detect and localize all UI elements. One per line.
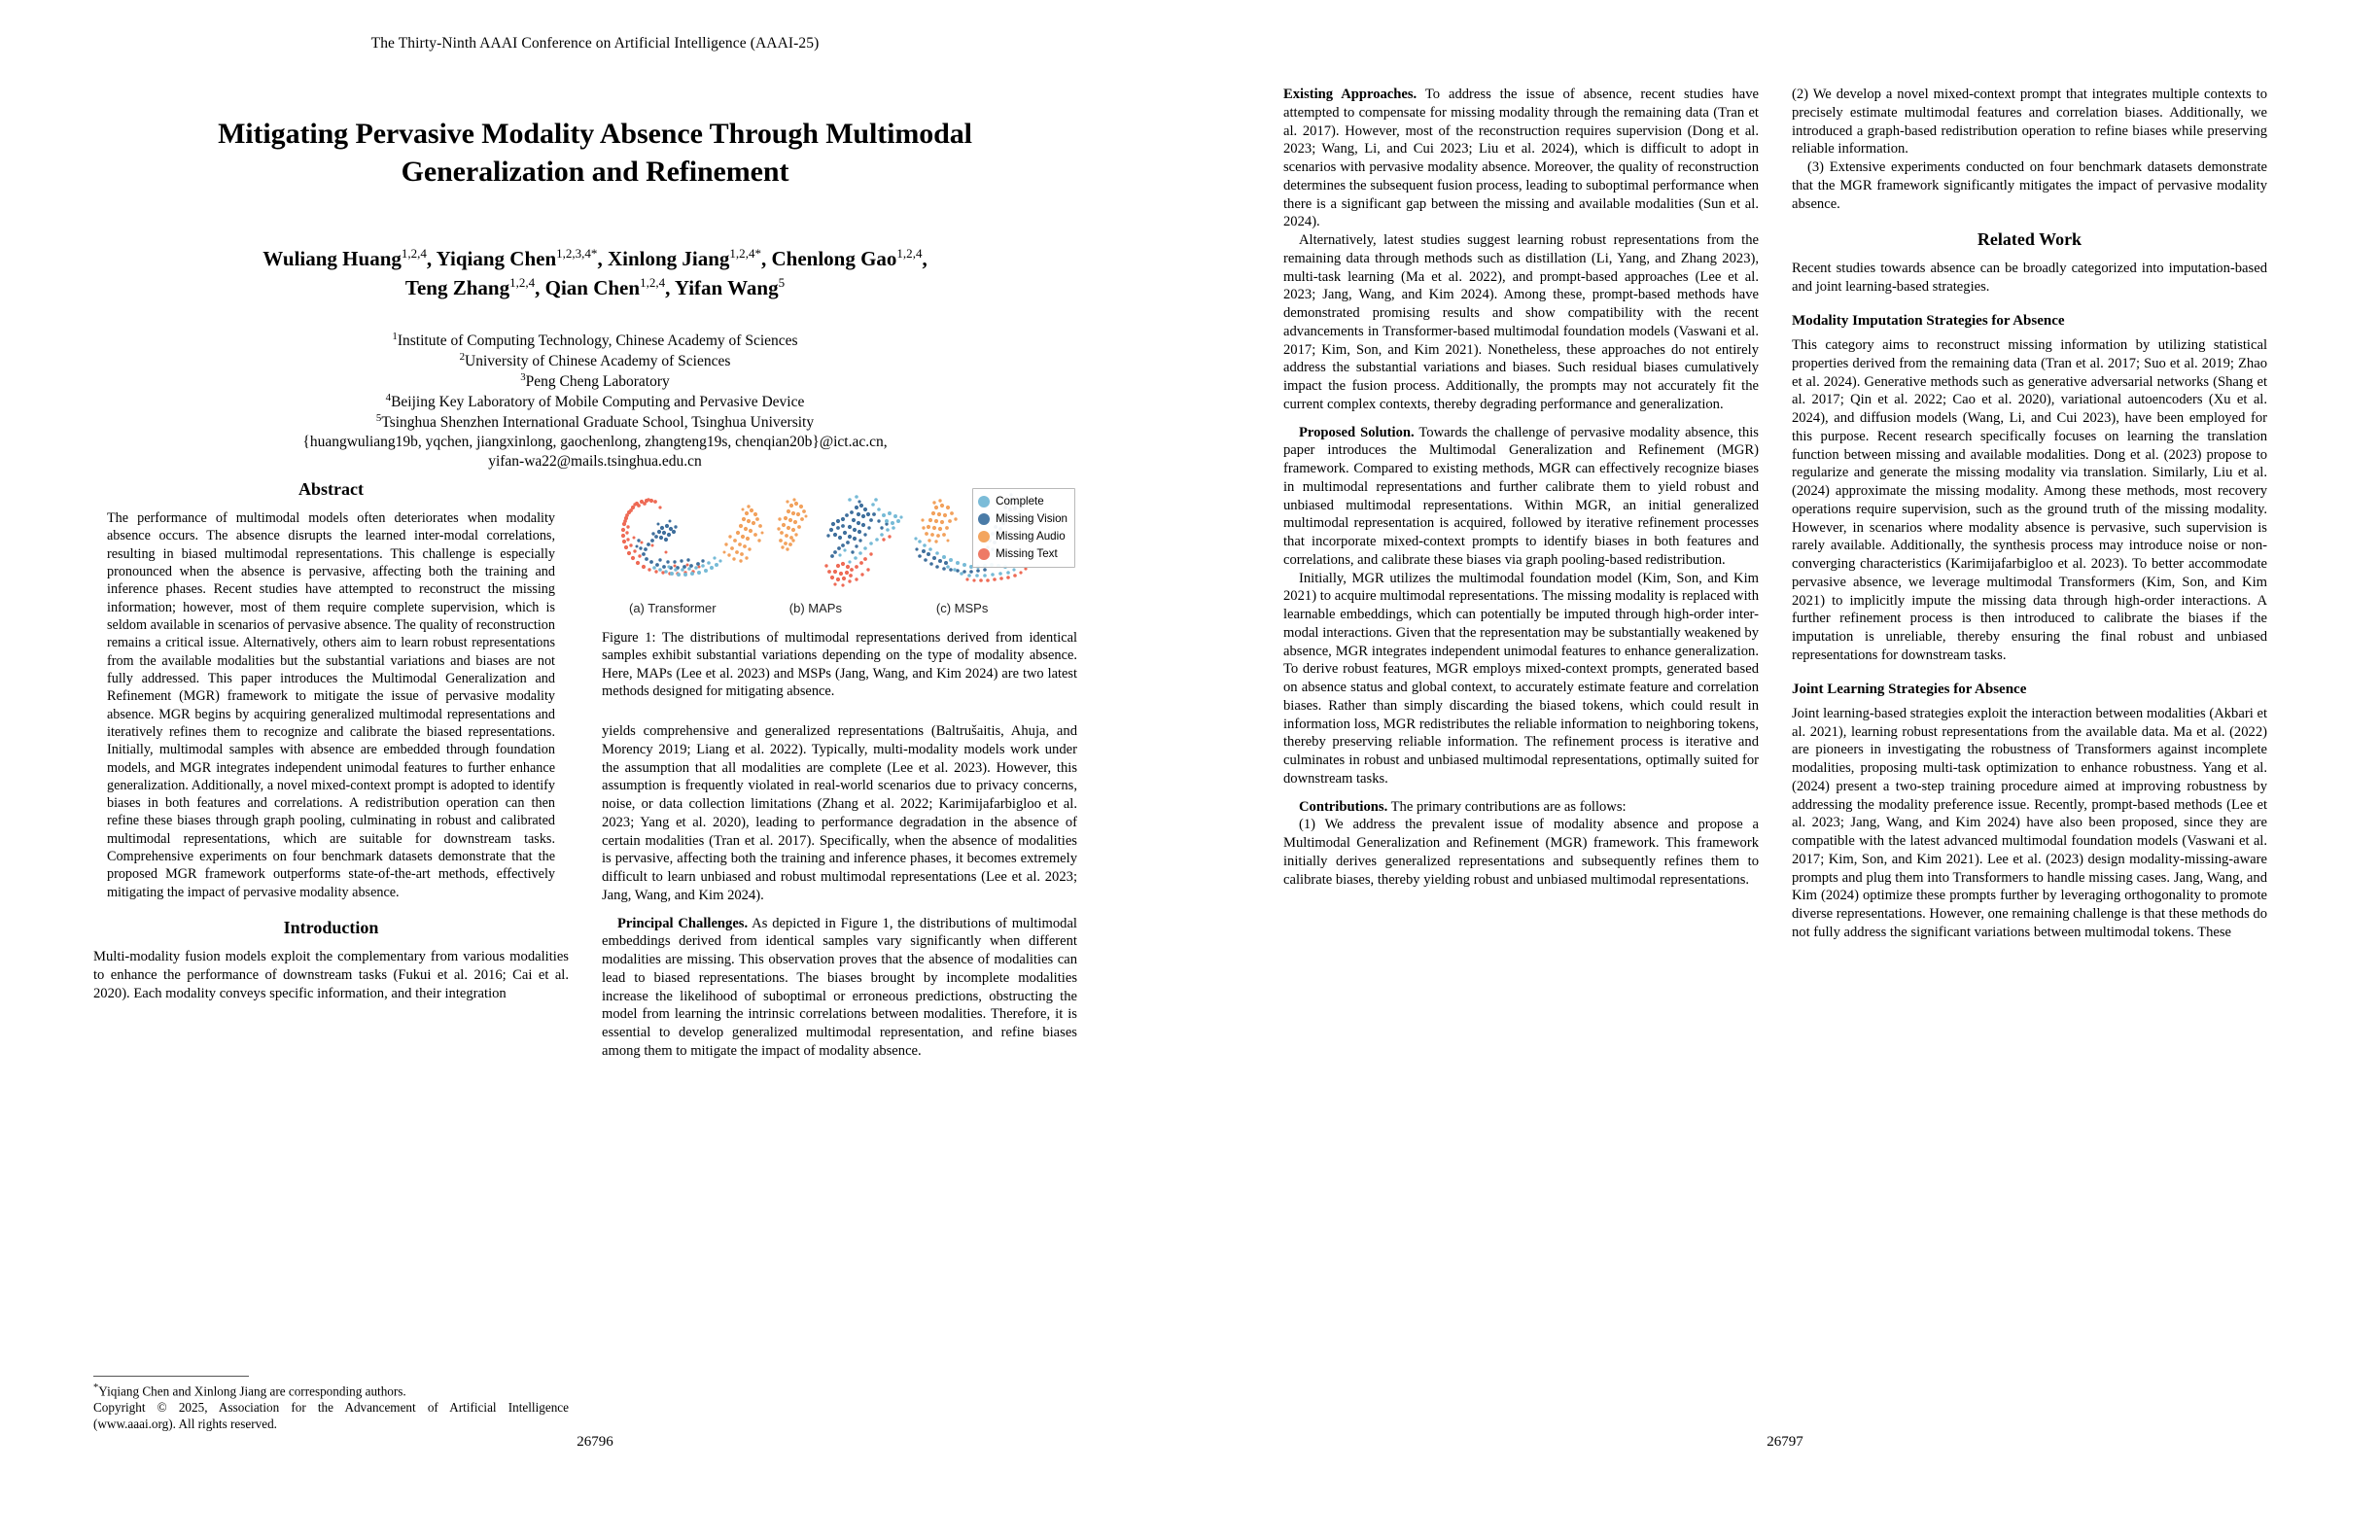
subsection-heading-joint-learning: Joint Learning Strategies for Absence <box>1792 681 2027 697</box>
author-name: , Qian Chen <box>535 275 641 299</box>
scatter-panel-b <box>777 495 902 586</box>
affiliation-label: University of Chinese Academy of Sciences <box>465 353 731 370</box>
legend-item-complete <box>978 493 1068 510</box>
author-line-1 <box>78 245 1112 274</box>
conference-header: The Thirty-Ninth AAAI Conference on Artificial Intelligence (AAAI-25) <box>370 35 820 52</box>
authors-block <box>78 245 1112 303</box>
affiliation-index: 3 <box>520 371 526 384</box>
abstract-heading: Abstract <box>298 479 364 499</box>
contribution-item-1: (1) We address the prevalent issue of modality absence and propose a Multimodal Generalization and Refinement (MGR) framework. This framework initially derives generalized representations and subsequently refines them to calibrate biases, thereby yielding robust and unbiased multimodal representations. <box>1283 817 1759 888</box>
left-page-columns <box>93 478 1097 1433</box>
affiliation-item <box>58 351 1132 371</box>
author-separator: , <box>922 247 928 270</box>
author-affil-sup: 1,2,4 <box>896 246 923 261</box>
paragraph-text: As depicted in Figure 1, the distributions of multimodal embeddings derived from identical samples vary significantly when different modalities are missing. This observation proves that the absence of modalities can lead to biased representations. The biases brought by incomplete modalities increase the likelihood of suboptimal or erroneous predictions, obstructing the model from learning the intrinsic correlations between modalities. Therefore, it is essential to develop generalized multimodal representation, and refine biases among them to mitigate the impact of modality absence. <box>602 915 1077 1059</box>
legend-item-missing-audio <box>978 528 1068 545</box>
body-paragraph: yields comprehensive and generalized representations (Baltrušaitis, Ahuja, and Morency 2019; Liang et al. 2022). Typically, multi-modality models work under the assumption that all modalities are complete (Lee et al. 2023). However, this assumption is frequently violated in real-world scenarios due to privacy concerns, noise, or data collection limitations (Zhang et al. 2022; Karimijafarbigloo et al. 2023; Yang et al. 2020), leading to performance degradation in the absence of certain modalities (Tran et al. 2017). Specifically, when the absence of modalities is pervasive, affecting both the training and inference phases, it becomes extremely difficult to learn unbiased and robust multimodal representations (Lee et al. 2023; Jang, Wang, and Kim 2024). <box>602 723 1077 903</box>
footnote-block <box>93 1376 569 1433</box>
footnote-star: * <box>93 1382 99 1394</box>
principal-challenges-paragraph <box>602 915 1077 1061</box>
affiliation-index: 5 <box>375 412 382 425</box>
legend-label: Missing Text <box>996 547 1058 561</box>
legend-swatch-missing-audio <box>978 531 990 542</box>
figure-legend <box>972 488 1075 568</box>
existing-approaches-paragraph <box>1283 86 1759 231</box>
figure-caption: Figure 1: The distributions of multimodal representations derived from identical samples exhibit substantial variations depending on the type of modality absence. Here, MAPs (Lee et al. 2023) and MSPs (Jang, Wang, and Kim 2024) are two latest methods designed for mitigating absence. <box>602 629 1077 700</box>
figure-sublabel-c: (c) MSPs <box>935 601 989 615</box>
figure-1 <box>602 484 1077 701</box>
legend-item-missing-text <box>978 545 1068 563</box>
author-affil-sup: 1,2,4 <box>509 274 536 290</box>
legend-swatch-missing-text <box>978 548 990 560</box>
footnote-copyright: Copyright © 2025, Association for the Advancement of Artificial Intelligence (www.aaai.org). All rights reserved. <box>93 1400 569 1432</box>
page-right <box>1190 0 2380 1540</box>
column-3 <box>1283 86 1759 1433</box>
author-name: , Yiqiang Chen <box>426 247 557 270</box>
contribution-item-3: (3) Extensive experiments conducted on four benchmark datasets demonstrate that the MGR framework significantly mitigates the impact of pervasive modality absence. <box>1792 159 2267 212</box>
paragraph-runin-head: Existing Approaches. <box>1283 87 1418 102</box>
column-4 <box>1792 86 2267 1433</box>
figure-sublabels <box>602 601 1077 617</box>
affiliation-index: 2 <box>459 351 466 364</box>
affiliation-item <box>58 392 1132 412</box>
author-affil-sup: 5 <box>778 274 786 290</box>
body-paragraph: Joint learning-based strategies exploit the interaction between modalities (Akbari et al. 2021), learning robust representations from the available data. Ma et al. (2022) are pioneers in investigating the robustness of Transformers against incomplete modalities, proposing multi-task optimization to enhance robustness. Yang et al. (2024) present a two-step training procedure aimed at improving robustness by addressing the modality preference issue. Recently, prompt-based methods (Lee et al. 2023; Jang, Wang, and Kim 2024) have also been proposed, since they are compatible with the latest advanced multimodal foundation models (Vaswani et al. 2017; Kim, Son, and Kim 2021). Lee et al. (2023) design modality-missing-aware prompts and plug them into Transformers to handle missing cases. Jang, Wang, and Kim (2024) optimize these prompts further by leveraging orthogonality to promote diverse representations. However, one remaining challenge is that these methods do not fully address the significant variations between multimodal tokens. These <box>1792 705 2267 940</box>
affiliation-item <box>58 331 1132 351</box>
affiliations-block <box>58 331 1132 472</box>
affiliation-label: Beijing Key Laboratory of Mobile Computing and Pervasive Device <box>391 394 805 411</box>
figure-sublabel-b: (b) MAPs <box>788 601 842 615</box>
introduction-heading: Introduction <box>283 918 379 937</box>
proposed-solution-paragraph <box>1283 424 1759 570</box>
paragraph-text: To address the issue of absence, recent studies have attempted to compensate for missing modality through the remaining data (Tran et al. 2017). However, most of the reconstruction requires supervision (Dong et al. 2023; Wang, Li, and Cui 2023; Liu et al. 2024), which is difficult to adopt in scenarios with pervasive modality absence. Moreover, the quality of reconstruction determines the subsequent fusion process, leading to suboptimal performance when there is a significant gap between the missing and available modalities (Sun et al. 2024). <box>1283 87 1759 230</box>
footnote-text-1: Yiqiang Chen and Xinlong Jiang are corresponding authors. <box>98 1383 406 1399</box>
author-name: Wuliang Huang <box>262 247 402 270</box>
affiliation-index: 1 <box>392 331 398 342</box>
author-affil-sup: 1,2,4 <box>640 274 666 290</box>
affiliation-item <box>58 371 1132 392</box>
related-work-heading: Related Work <box>1977 229 2082 250</box>
legend-label: Complete <box>996 495 1044 508</box>
affiliation-item <box>58 412 1132 433</box>
paragraph-runin-head: Contributions. <box>1299 798 1388 815</box>
legend-swatch-missing-vision <box>978 513 990 525</box>
author-name: , Xinlong Jiang <box>597 247 730 270</box>
email-line-2: yifan-wa22@mails.tsinghua.edu.cn <box>488 453 702 471</box>
related-work-intro: Recent studies towards absence can be broadly categorized into imputation-based and joint learning-based strategies. <box>1792 261 2267 296</box>
contribution-item-2: (2) We develop a novel mixed-context prompt that integrates multiple contexts to precisely estimate multimodal features and correlation biases. Additionally, we introduced a graph-based redistribution operation to refine biases while preserving reliable information. <box>1792 87 2267 158</box>
column-1 <box>93 478 569 1433</box>
paper-title-line-2: Generalization and Refinement <box>401 156 789 188</box>
affiliation-label: Tsinghua Shenzhen International Graduate School, Tsinghua University <box>381 414 815 432</box>
body-paragraph: This category aims to reconstruct missing information by utilizing statistical properties derived from the remaining data (Tran et al. 2017; Suo et al. 2019; Zhao et al. 2024). Generative methods such as generative adversarial networks (Shang et al. 2017; Qin et al. 2022; Cao et al. 2020), variational autoencoders (Xu et al. 2024), and diffusion models (Wang, Li, and Cui 2023), have been employed for this purpose. Recent research specifically focuses on learning the translation function between missing and available modalities. Dong et al. (2023) propose to regularize and generate the missing modality via translation. Similarly, Liu et al. (2024) approximate the missing modality. Among these methods, most recovery operations require supervision, such as the ground truth of the missing modality. However, in scenarios where modality absence is pervasive, such supervision is rarely available. Additionally, the synthesis process may introduce noise or non-converging characteristics (Karimijafarbigloo et al. 2023). To better accommodate pervasive absence, we leverage multimodal Transformers (Kim, Son, and Kim 2021) to implicitly impute the missing data through high-order interactions. A further refinement process is then introduced to calibrate the biases if the imputation is unreliable, thereby ensuring the final robust and unbiased representations for downstream tasks. <box>1792 337 2267 663</box>
scatter-panel-a <box>621 498 764 577</box>
legend-label: Missing Audio <box>996 530 1066 543</box>
email-line-1: {huangwuliang19b, yqchen, jiangxinlong, gaochenlong, zhangteng19s, chenqian20b}@ict.ac.cn, <box>302 434 888 451</box>
body-paragraph: Initially, MGR utilizes the multimodal foundation model (Kim, Son, and Kim 2021) to acquire multimodal representations. The missing modality is replaced with learnable embeddings, which can potentially be imputed through high-order inter-modal interactions. Given that the representation may be substantially weakened by absence, MGR integrates independent unimodal features to enhance generalization. To derive robust features, MGR employs mixed-context prompts, generated based on absence status and global context, to accurately estimate feature and correlation biases. Rather than simply discarding the biased tokens, which could result in information loss, MGR redistributes the reliable information to neighboring tokens, thereby preserving reliable information. The refinement process is iterative and culminates in robust and unbiased multimodal representations, optimally suited for downstream tasks. <box>1283 570 1759 787</box>
author-line-2 <box>78 274 1112 303</box>
paragraph-text: The primary contributions are as follows: <box>1387 798 1627 815</box>
figure-1-canvas <box>602 484 1077 599</box>
footnote-corresponding <box>93 1382 569 1400</box>
page-number-right: 26797 <box>1767 1434 1803 1450</box>
page-title <box>93 115 1097 191</box>
paragraph-text: Towards the challenge of pervasive modality absence, this paper introduces the Multimodal Generalization and Refinement (MGR) framework. Compared to existing methods, MGR can effectively recognize biases in multimodal representations and further calibrate them to yield robust and unbiased multimodal representations. Within MGR, an initial generalized multimodal representation is acquired, followed by iterative refinement processes that incorporate mixed-context prompts to identify biases in both features and correlations, and calibrate these biases via graph pooling-based redistribution. <box>1283 424 1759 568</box>
footnote-rule <box>93 1376 249 1377</box>
page-number-left: 26796 <box>577 1434 613 1450</box>
legend-swatch-complete <box>978 496 990 508</box>
affiliation-label: Institute of Computing Technology, Chinese Academy of Sciences <box>397 332 798 350</box>
abstract-body: The performance of multimodal models often deteriorates when modality absence occurs. The absence disrupts the learned inter-modal correlations, resulting in biased multimodal representations. This challenge is especially pronounced when the absence is pervasive, affecting both the training and inference phases. Recent studies have attempted to reconstruct the missing information; however, most of them require complete supervision, which is seldom available in scenarios of pervasive absence. The quality of reconstruction remains a critical issue. Alternatively, others aim to learn robust representations from the available modalities but the substantial variations and biases are not fully addressed. This paper introduces the Multimodal Generalization and Refinement (MGR) framework to mitigate the issue of pervasive modality absence. MGR begins by acquiring generalized multimodal representations and iteratively refines them to recognize and calibrate the biased representations. Initially, multimodal samples with absence are embedded through foundation models, and MGR integrates independent unimodal features to further enhance generalization. Additionally, a novel mixed-context prompt is adopted to identify biases in both features and correlations. A redistribution operation can then refine these biases through graph pooling, culminating in robust and calibrated multimodal representations, which are suitable for downstream tasks. Comprehensive experiments on four benchmark datasets demonstrate that the proposed MGR framework outperforms state-of-the-art methods, effectively mitigating the impact of pervasive modality absence. <box>107 510 555 900</box>
paragraph-runin-head: Proposed Solution. <box>1299 424 1415 440</box>
paragraph-runin-head: Principal Challenges. <box>617 915 749 931</box>
author-name: Teng Zhang <box>404 275 510 299</box>
title-block <box>93 115 1097 191</box>
affiliation-label: Peng Cheng Laboratory <box>525 373 670 391</box>
author-affil-sup: 1,2,4* <box>729 246 761 261</box>
column-2 <box>602 478 1077 1433</box>
legend-item-missing-vision <box>978 510 1068 528</box>
subsection-heading-imputation: Modality Imputation Strategies for Absence <box>1792 312 2065 329</box>
legend-label: Missing Vision <box>996 512 1068 526</box>
contributions-paragraph <box>1283 798 1759 817</box>
affiliation-index: 4 <box>385 392 392 404</box>
author-name: , Chenlong Gao <box>760 247 897 270</box>
body-paragraph: Alternatively, latest studies suggest learning robust representations from the remaining data through methods such as distillation (Li, Yang, and Zhang 2023), multi-task learning (Ma et al. 2022), and prompt-based approaches (Lee et al. 2023; Jang, Wang, and Kim 2024). Among these, prompt-based methods have demonstrated promising results and show compatibility with the recent advancements in Transformer-based multimodal foundation models (Vaswani et al. 2017; Kim, Son, and Kim 2021). Nonetheless, these approaches do not entirely address the substantial variations and biases. Such residual biases cumulatively impact the fusion process. Additionally, the prompts may not accurately fit the current complex contexts, thereby degrading performance and generalization. <box>1283 232 1759 412</box>
introduction-paragraph: Multi-modality fusion models exploit the complementary from various modalities to enhance the performance of downstream tasks (Fukui et al. 2016; Cai et al. 2020). Each modality conveys specific information, and their integration <box>93 949 569 1001</box>
figure-sublabel-a: (a) Transformer <box>629 601 717 615</box>
right-page-columns <box>1283 86 2287 1433</box>
author-affil-sup: 1,2,4 <box>401 246 427 261</box>
paper-title-line-1: Mitigating Pervasive Modality Absence Through Multimodal <box>218 118 972 150</box>
author-affil-sup: 1,2,3,4* <box>556 246 598 261</box>
author-name: , Yifan Wang <box>665 275 779 299</box>
